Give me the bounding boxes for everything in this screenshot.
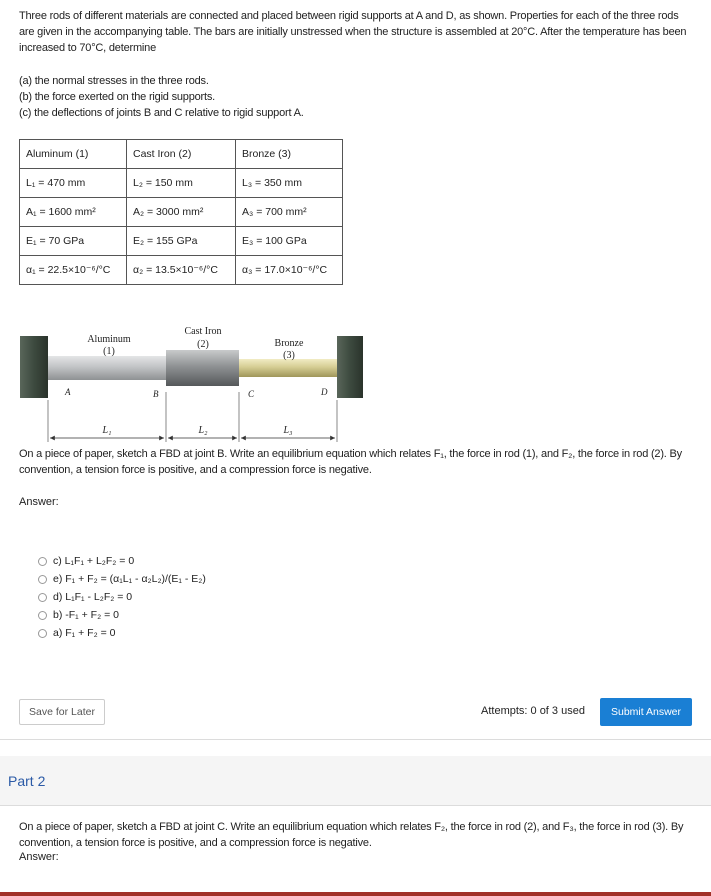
aluminum-rod bbox=[48, 356, 166, 380]
section-divider bbox=[0, 739, 711, 740]
radio-button[interactable] bbox=[38, 575, 47, 584]
option-label: e) F₁ + F₂ = (α₁L₁ - α₂L₂)/(E₁ - E₂) bbox=[53, 573, 206, 585]
point-a: A bbox=[65, 387, 71, 397]
option-b[interactable] bbox=[38, 606, 206, 624]
answer-options bbox=[38, 552, 206, 642]
table-cell: A₂ = 3000 mm² bbox=[127, 198, 236, 227]
table-cell: Cast Iron (2) bbox=[127, 140, 236, 169]
table-cell: Bronze (3) bbox=[236, 140, 343, 169]
save-for-later-button[interactable]: Save for Later bbox=[19, 699, 105, 725]
attempts-counter: Attempts: 0 of 3 used bbox=[481, 705, 585, 717]
radio-button[interactable] bbox=[38, 611, 47, 620]
radio-button[interactable] bbox=[38, 629, 47, 638]
part-a-text: (a) the normal stresses in the three rods. bbox=[19, 75, 209, 87]
part-b-text: (b) the force exerted on the rigid supports. bbox=[19, 91, 216, 103]
table-row bbox=[20, 198, 343, 227]
table-cell: E₂ = 155 GPa bbox=[127, 227, 236, 256]
table-cell: A₃ = 700 mm² bbox=[236, 198, 343, 227]
label-castiron: Cast Iron bbox=[184, 326, 222, 337]
table-cell: L₂ = 150 mm bbox=[127, 169, 236, 198]
part2-header[interactable] bbox=[0, 756, 711, 806]
answer-label: Answer: bbox=[19, 496, 59, 508]
table-cell: α₃ = 17.0×10⁻⁶/°C bbox=[236, 256, 343, 285]
option-c[interactable] bbox=[38, 552, 206, 570]
question-part1: On a piece of paper, sketch a FBD at joint B. Write an equilibrium equation which relates F₁, the force in rod (1), and F₂, the force in rod (2). By convention, a tension force is positive, and a compression force is negative. bbox=[19, 448, 682, 476]
part2-title: Part 2 bbox=[8, 773, 46, 789]
table-cell: α₁ = 22.5×10⁻⁶/°C bbox=[20, 256, 127, 285]
label-aluminum: Aluminum bbox=[87, 334, 131, 345]
dim-l1-label: L₁ bbox=[102, 425, 112, 436]
point-c: C bbox=[248, 389, 255, 399]
table-cell: L₁ = 470 mm bbox=[20, 169, 127, 198]
point-d: D bbox=[321, 387, 328, 397]
option-label: c) L₁F₁ + L₂F₂ = 0 bbox=[53, 555, 135, 567]
dim-l3-label: L₃ bbox=[283, 425, 293, 436]
left-support bbox=[20, 336, 48, 398]
table-cell: α₂ = 13.5×10⁻⁶/°C bbox=[127, 256, 236, 285]
table-row bbox=[20, 256, 343, 285]
problem-statement: Three rods of different materials are connected and placed between rigid supports at A and D, as shown. Properties for each of the three rods are given in the accompanying table. The bars are initially unstressed when the structure is assembled at 20°C. After the temperature has been increased to 70°C, determine bbox=[19, 10, 687, 54]
option-label: b) -F₁ + F₂ = 0 bbox=[53, 609, 119, 621]
label-bronze: Bronze bbox=[274, 338, 304, 349]
table-row bbox=[20, 169, 343, 198]
bronze-rod bbox=[239, 359, 337, 377]
option-label: a) F₁ + F₂ = 0 bbox=[53, 627, 116, 639]
option-e[interactable] bbox=[38, 570, 206, 588]
bottom-accent-bar bbox=[0, 892, 711, 896]
label-castiron-num: (2) bbox=[197, 339, 209, 350]
radio-button[interactable] bbox=[38, 593, 47, 602]
properties-table bbox=[19, 139, 343, 285]
point-b: B bbox=[153, 389, 159, 399]
table-cell: Aluminum (1) bbox=[20, 140, 127, 169]
problem-parts bbox=[19, 73, 304, 121]
table-cell: E₃ = 100 GPa bbox=[236, 227, 343, 256]
answer-label-part2: Answer: bbox=[19, 851, 59, 863]
table-row bbox=[20, 227, 343, 256]
option-d[interactable] bbox=[38, 588, 206, 606]
table-cell: L₃ = 350 mm bbox=[236, 169, 343, 198]
part-c-text: (c) the deflections of joints B and C relative to rigid support A. bbox=[19, 107, 304, 119]
rod-assembly-figure bbox=[19, 320, 364, 448]
option-label: d) L₁F₁ - L₂F₂ = 0 bbox=[53, 591, 133, 603]
cast-iron-rod bbox=[166, 350, 239, 386]
label-aluminum-num: (1) bbox=[103, 346, 115, 357]
dim-l2-label: L₂ bbox=[198, 425, 208, 436]
label-bronze-num: (3) bbox=[283, 350, 295, 361]
submit-answer-button[interactable]: Submit Answer bbox=[600, 698, 692, 726]
radio-button[interactable] bbox=[38, 557, 47, 566]
right-support bbox=[337, 336, 363, 398]
table-row bbox=[20, 140, 343, 169]
option-a[interactable] bbox=[38, 624, 206, 642]
table-cell: A₁ = 1600 mm² bbox=[20, 198, 127, 227]
table-cell: E₁ = 70 GPa bbox=[20, 227, 127, 256]
question-part2: On a piece of paper, sketch a FBD at joint C. Write an equilibrium equation which relates F₂, the force in rod (2), and F₃, the force in rod (3). By convention, a tension force is positive, and a compression force is negative. bbox=[19, 821, 684, 849]
